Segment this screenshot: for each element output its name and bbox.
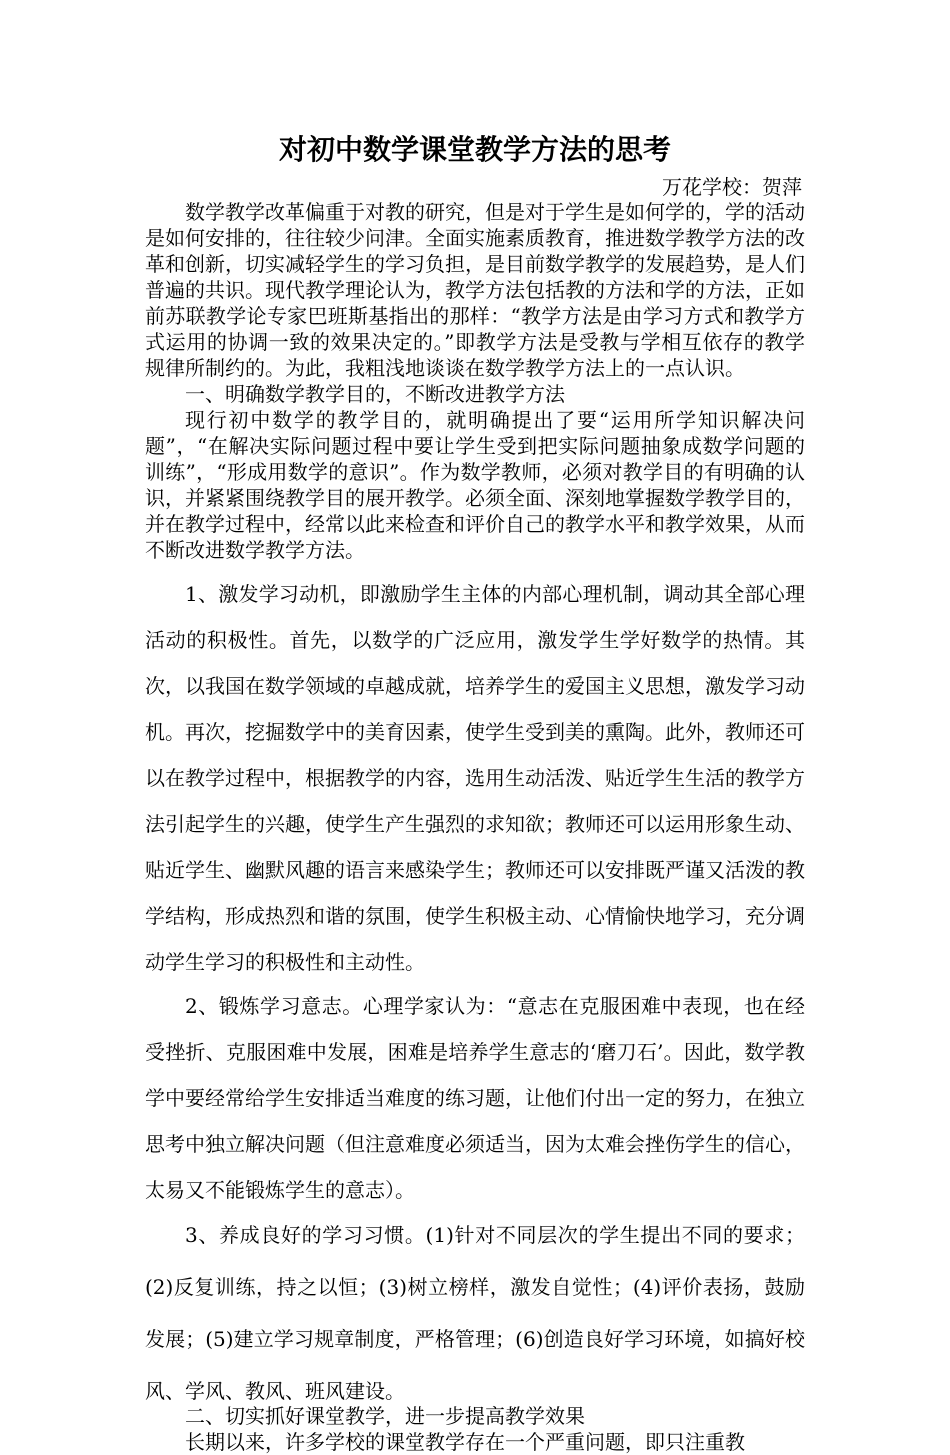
section-heading-2: 二、切实抓好课堂教学，进一步提高教学效果	[185, 1404, 585, 1428]
section-heading-1: 一、明确数学教学目的，不断改进教学方法	[185, 382, 565, 406]
paragraph-point-3: 3、养成良好的学习习惯。(1)针对不同层次的学生提出不同的要求；(2)反复训练，持之以恒；(3)树立榜样，激发自觉性；(4)评价表扬，鼓励发展；(5)建立学习规章制度，严格管理；(6)创造良好学习环境，如搞好校风、学风、教风、班风建设。	[145, 1223, 805, 1403]
paragraph-teaching-goals: 现行初中数学的教学目的，就明确提出了要“运用所学知识解决问题”，“在解决实际问题过程中要让学生受到把实际问题抽象成数学问题的训练”，“形成用数学的意识”。作为数学教师，必须对教学目的有明确的认识，并紧紧围绕教学目的展开教学。必须全面、深刻地掌握数学教学目的，并在教学过程中，经常以此来检查和评价自己的教学水平和教学效果，从而不断改进数学教学方法。	[145, 408, 805, 562]
paragraph-classroom: 长期以来，许多学校的课堂教学存在一个严重问题，即只注重教	[185, 1430, 745, 1454]
paragraph-point-2: 2、锻炼学习意志。心理学家认为：“意志在克服困难中表现，也在经受挫折、克服困难中发展，困难是培养学生意志的‘磨刀石’。因此，数学教学中要经常给学生安排适当难度的练习题，让他们付出一定的努力，在独立思考中独立解决问题（但注意难度必须适当，因为太难会挫伤学生的信心，太易又不能锻炼学生的意志）。	[145, 994, 805, 1202]
author-line: 万花学校：贺萍	[662, 175, 802, 199]
document-body	[145, 199, 805, 1455]
paragraph-intro: 数学教学改革偏重于对教的研究，但是对于学生是如何学的，学的活动是如何安排的，往往较少问津。全面实施素质教育，推进数学教学方法的改革和创新，切实减轻学生的学习负担，是目前数学教学的发展趋势，是人们普遍的共识。现代教学理论认为，教学方法包括教的方法和学的方法，正如前苏联教学论专家巴班斯基指出的那样：“教学方法是由学习方式和教学方式运用的协调一致的效果决定的。”即教学方法是受教与学相互依存的教学规律所制约的。为此，我粗浅地谈谈在数学教学方法上的一点认识。	[145, 200, 805, 380]
paragraph-point-1: 1、激发学习动机，即激励学生主体的内部心理机制，调动其全部心理活动的积极性。首先，以数学的广泛应用，激发学生学好数学的热情。其次，以我国在数学领域的卓越成就，培养学生的爱国主义思想，激发学习动机。再次，挖掘数学中的美育因素，使学生受到美的熏陶。此外，教师还可以在教学过程中，根据教学的内容，选用生动活泼、贴近学生生活的教学方法引起学生的兴趣，使学生产生强烈的求知欲；教师还可以运用形象生动、贴近学生、幽默风趣的语言来感染学生；教师还可以安排既严谨又活泼的教学结构，形成热烈和谐的氛围，使学生积极主动、心情愉快地学习，充分调动学生学习的积极性和主动性。	[145, 582, 805, 974]
document-title: 对初中数学课堂教学方法的思考	[278, 133, 671, 166]
